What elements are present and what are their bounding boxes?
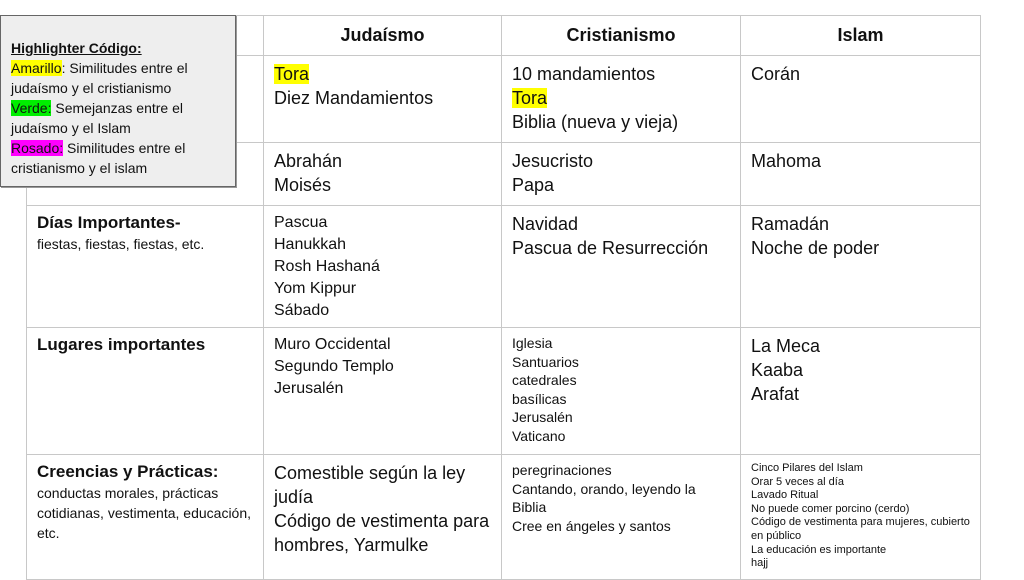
cell-line: Biblia (nueva y vieja) xyxy=(512,112,679,132)
cell-line: Kaaba xyxy=(751,360,804,380)
cell-islam xyxy=(741,328,981,455)
cell-judaism xyxy=(264,143,502,206)
cell-line: Arafat xyxy=(751,384,800,404)
cell-line: Lavado Ritual xyxy=(751,489,819,502)
legend-title: Highlighter Código: xyxy=(11,40,142,56)
cell-judaism xyxy=(264,56,502,143)
cell-line: Rosh Hashaná xyxy=(274,258,380,275)
cell-line xyxy=(274,62,493,86)
cell-christianity xyxy=(502,328,741,455)
row-label-cell xyxy=(27,455,264,580)
cell-line: Santuarios xyxy=(512,353,579,370)
cell-line: Segundo Templo xyxy=(274,358,394,375)
cell-line: La Meca xyxy=(751,336,821,356)
cell-line: Papa xyxy=(512,175,555,195)
cell-islam xyxy=(741,56,981,143)
cell-line: Yom Kippur xyxy=(274,280,357,297)
cell-line: Muro Occidental xyxy=(274,336,391,353)
header-islam: Islam xyxy=(741,16,981,56)
table-row xyxy=(27,455,981,580)
cell-line: Ramadán xyxy=(751,214,830,234)
highlight-yellow-text: Tora xyxy=(512,88,548,108)
cell-line xyxy=(512,86,732,110)
cell-judaism xyxy=(264,328,502,455)
highlighter-legend-box xyxy=(0,15,236,187)
legend-text-pink: Similitudes entre el cristianismo y el islam xyxy=(11,140,186,176)
cell-line: Cree en ángeles y santos xyxy=(512,517,671,534)
legend-text-green: Semejanzas entre el judaísmo y el Islam xyxy=(11,100,184,136)
row-label-cell xyxy=(27,328,264,455)
cell-line: Código de vestimenta para hombres, Yarmulke xyxy=(274,511,490,555)
cell-line: Sábado xyxy=(274,302,330,319)
legend-text-yellow: : Similitudes entre el judaísmo y el cristianismo xyxy=(11,60,188,96)
legend-tag-green: Verde: xyxy=(11,100,52,116)
cell-line: Comestible según la ley judía xyxy=(274,463,466,507)
cell-line: No puede comer porcino (cerdo) xyxy=(751,502,910,515)
cell-line: Mahoma xyxy=(751,151,822,171)
legend-tag-yellow: Amarillo xyxy=(11,60,62,76)
cell-christianity xyxy=(502,455,741,580)
cell-line: Jerusalén xyxy=(274,380,344,397)
cell-line: Orar 5 veces al día xyxy=(751,475,844,488)
cell-line: Jerusalén xyxy=(512,409,573,425)
cell-line: Vaticano xyxy=(512,427,566,444)
legend-item-pink xyxy=(11,138,229,178)
cell-line: Cantando, orando, leyendo la Biblia xyxy=(512,480,696,515)
legend-item-yellow xyxy=(11,58,229,98)
header-judaism: Judaísmo xyxy=(264,16,502,56)
cell-judaism xyxy=(264,455,502,580)
cell-islam xyxy=(741,206,981,328)
highlight-yellow-text: Tora xyxy=(274,64,310,84)
cell-line: Pascua xyxy=(274,214,328,231)
row-label-title: Días Importantes- xyxy=(37,213,181,232)
cell-line: Hanukkah xyxy=(274,236,347,253)
cell-christianity xyxy=(502,143,741,206)
row-label-subtitle: conductas morales, prácticas cotidianas, vestimenta, educación, etc. xyxy=(37,485,252,541)
cell-line: Abrahán xyxy=(274,151,343,171)
cell-line: Jesucristo xyxy=(512,151,594,171)
row-label-cell xyxy=(27,206,264,328)
cell-judaism xyxy=(264,206,502,328)
cell-line: Iglesia xyxy=(512,335,553,351)
cell-christianity xyxy=(502,56,741,143)
cell-line: Pascua de Resurrección xyxy=(512,238,709,258)
legend-tag-pink: Rosado: xyxy=(11,140,64,156)
cell-islam xyxy=(741,455,981,580)
legend-item-green xyxy=(11,98,229,138)
cell-line: Moisés xyxy=(274,175,332,195)
cell-line: catedrales xyxy=(512,372,577,388)
cell-islam xyxy=(741,143,981,206)
cell-line: Navidad xyxy=(512,214,579,234)
cell-line: Diez Mandamientos xyxy=(274,88,434,108)
row-label-subtitle: fiestas, fiestas, fiestas, etc. xyxy=(37,236,205,252)
cell-line: peregrinaciones xyxy=(512,462,612,478)
cell-line: hajj xyxy=(751,557,769,570)
table-row xyxy=(27,328,981,455)
row-label-title: Creencias y Prácticas: xyxy=(37,462,219,481)
cell-christianity xyxy=(502,206,741,328)
cell-line: 10 mandamientos xyxy=(512,64,656,84)
cell-line: Corán xyxy=(751,64,801,84)
row-label-title: Lugares importantes xyxy=(37,335,206,354)
cell-line: basílicas xyxy=(512,390,567,407)
cell-line: Noche de poder xyxy=(751,238,880,258)
table-row xyxy=(27,206,981,328)
cell-line: Cinco Pilares del Islam xyxy=(751,462,863,474)
cell-line: La educación es importante xyxy=(751,543,887,556)
header-christianity: Cristianismo xyxy=(502,16,741,56)
cell-line: Código de vestimenta para mujeres, cubierto en público xyxy=(751,516,970,542)
